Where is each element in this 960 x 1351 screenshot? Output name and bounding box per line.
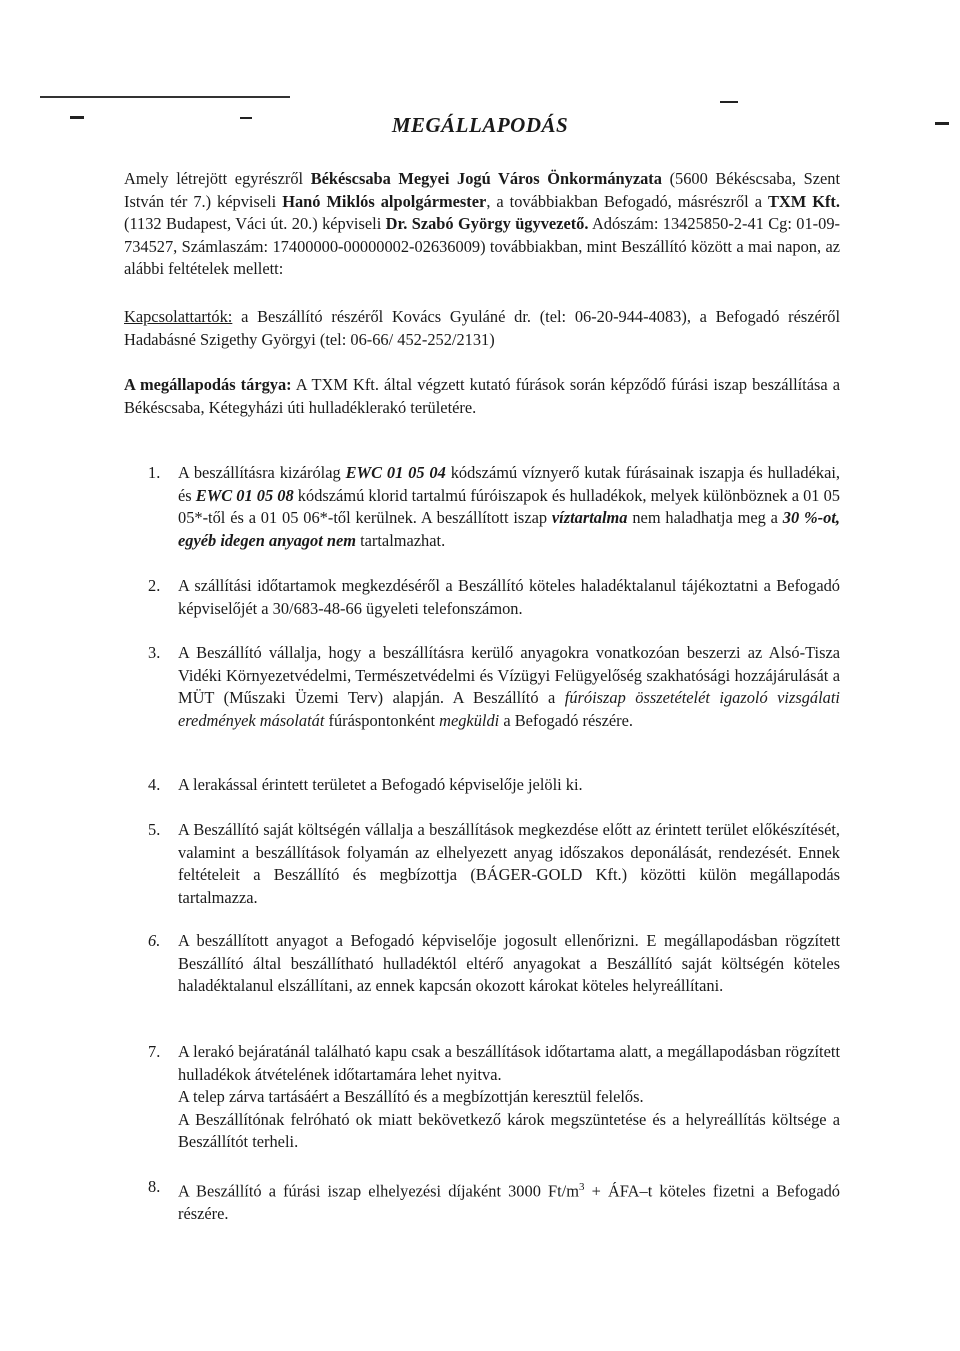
- item-text: A Beszállító vállalja, hogy a beszállításra kerülő anyagokra vonatkozóan beszerzi az Alsó-Tisza Vidéki Környezetvédelmi, Természetvédelmi és Vízügyi Felügyelőség szakhatósági hozzájárulását a MÜT (Műszaki Üzemi Terv) alapján. A Beszállító a fúróiszap összetételét igazoló vizsgálati eredmények másolatát fúráspontonként megküldi a Befogadó részére.: [178, 643, 840, 730]
- item-number: 1.: [148, 463, 161, 482]
- item-text: A Beszállító saját költségén vállalja a beszállítások megkezdése előtt az érintett terület előkészítését, valamint a beszállítások folyamán az elhelyezett anyag időszakos deponálását, rendezését. Ennek feltételeit a Beszállító és megbízottja (BÁGER-GOLD Kft.) közötti külön megállapodás tartalmazza.: [178, 820, 840, 907]
- item-number: 6.: [148, 931, 161, 950]
- scan-artifact-dash: [720, 101, 738, 103]
- item-text: A lerakó bejáratánál található kapu csak a beszállítások időtartama alatt, a megállapodásban rögzített hulladékok átvételének időtartamára lehet nyitva. A telep zárva tartásáért a Beszállító és a megbízottján keresztül felelős. A Beszállítónak felróható ok miatt bekövetkező károk megszüntetése és a helyreállítás költsége a Beszállítót terheli.: [178, 1042, 840, 1151]
- ewc-code: EWC 01 05 08: [195, 485, 294, 505]
- item-text: A lerakással érintett területet a Befogadó képviselője jelöli ki.: [178, 775, 583, 794]
- subject-paragraph: A megállapodás tárgya: A TXM Kft. által végzett kutató fúrások során képződő fúrási iszap beszállítása a Békéscsaba, Kétegyházi úti hulladéklerakó területére.: [124, 375, 840, 417]
- item-text: A Beszállító a fúrási iszap elhelyezési díjaként 3000 $Ft/m^3$ + ÁFA–t köteles fizetni a Befogadó részére.: [178, 1181, 840, 1223]
- item-number: 8.: [148, 1177, 161, 1196]
- scan-artifact-line: [40, 96, 290, 98]
- intro-paragraph: Amely létrejött egyrészről Békéscsaba Megyei Jogú Város Önkormányzata (5600 Békéscsaba, Szent István tér 7.) képviseli Hanó Miklós alpolgármester, a továbbiakban Befogadó, másrészről a TXM Kft. (1132 Budapest, Váci út. 20.) képviseli Dr. Szabó György ügyvezető. Adószám: 13425850-2-41 Cg: 01-09-734527, Számlaszám: 17400000-00000002-02636009) továbbiakban, mint Beszállító között a mai napon, az alábbi feltételek mellett:: [124, 169, 841, 278]
- contacts-paragraph: Kapcsolattartók: a Beszállító részéről Kovács Gyuláné dr. (tel: 06-20-944-4083), a Befogadó részéről Hadabásné Szigethy Györgyi (tel: 06-66/ 452-252/2131): [124, 307, 840, 349]
- contacts-label: Kapcsolattartók:: [124, 307, 233, 326]
- party2-representative: Dr. Szabó György ügyvezető.: [385, 214, 589, 233]
- party1-name: Békéscsaba Megyei Jogú Város Önkormányzata: [310, 169, 662, 188]
- item-number: 4.: [148, 775, 161, 794]
- item-text: A beszállított anyagot a Befogadó képviselője jogosult ellenőrizni. E megállapodásban rögzített Beszállító által beszállítható hulladéktól eltérő anyagokat a Beszállító saját költségén köteles haladéktalanul elszállítani, az ennek kapcsán okozott károkat köteles helyreállítani.: [178, 931, 840, 995]
- item-number: 2.: [148, 576, 161, 595]
- item-text: A szállítási időtartamok megkezdéséről a Beszállító köteles haladéktalanul tájékoztatni a Befogadó képviselőjét a 30/683-48-66 ügyeleti telefonszámon.: [178, 576, 840, 618]
- item-number: 3.: [148, 643, 161, 662]
- item-text: A beszállításra kizárólag EWC 01 05 04 kódszámú víznyerő kutak fúrásainak iszapja és hulladékai, és EWC 01 05 08 kódszámú klorid tartalmú fúróiszapok és hulladékok, melyek különböznek a 01 05 05*-től és a 01 05 06*-től kerülnek. A beszállított iszap víztartalma nem haladhatja meg a 30 %-ot, egyéb idegen anyagot nem tartalmazhat.: [178, 463, 841, 550]
- page-title: MEGÁLLAPODÁS: [391, 113, 569, 137]
- ewc-code: EWC 01 05 04: [345, 463, 446, 482]
- party2-name: TXM Kft.: [767, 191, 840, 211]
- subject-label: A megállapodás tárgya:: [124, 375, 292, 394]
- item-number: 5.: [148, 820, 161, 839]
- party1-representative: Hanó Miklós alpolgármester: [282, 191, 487, 211]
- item-number: 7.: [148, 1042, 161, 1061]
